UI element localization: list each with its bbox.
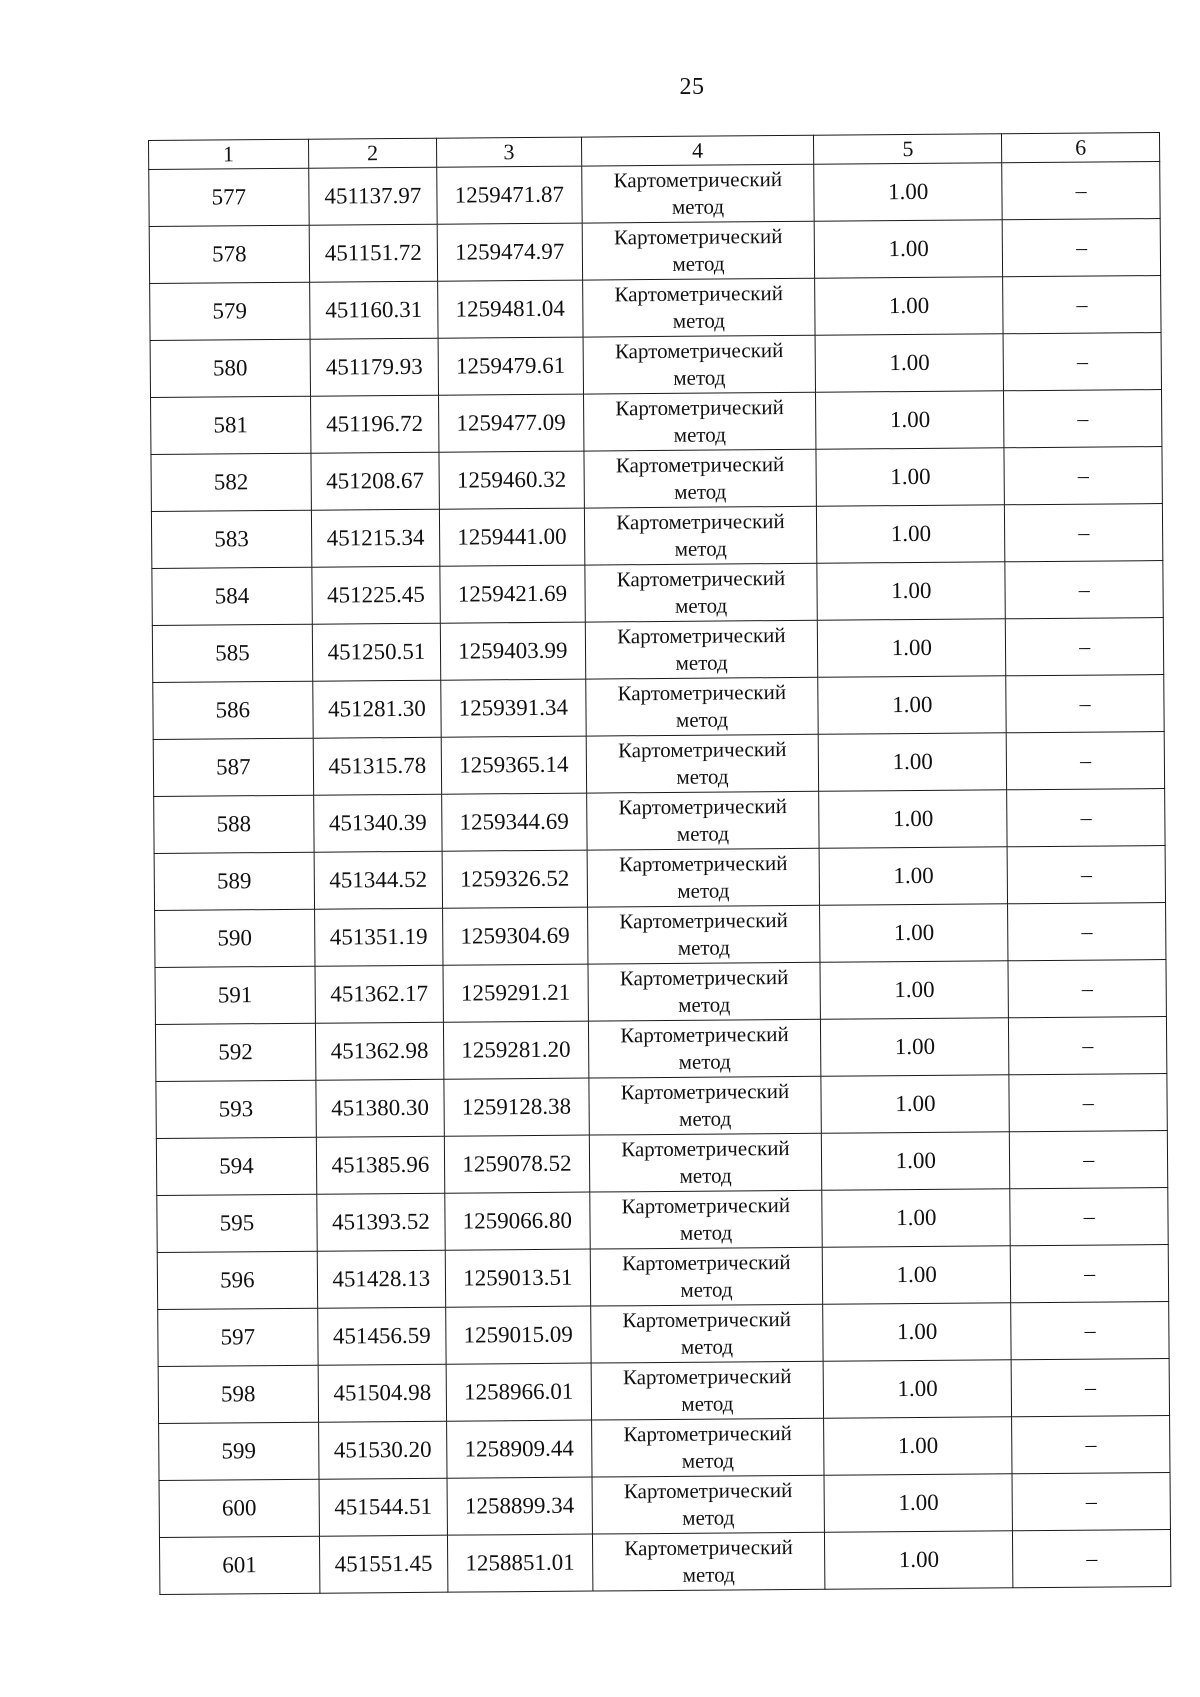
accuracy-cell: 1.00 [821, 1018, 1010, 1076]
point-number-cell: 590 [155, 909, 315, 967]
note-cell: – [1012, 1416, 1170, 1474]
note-cell: – [1003, 276, 1161, 334]
table-row [152, 561, 1163, 626]
table-row [151, 390, 1162, 455]
point-number-cell: 586 [153, 681, 313, 739]
table-row [158, 1359, 1169, 1424]
method-cell: Картометрический метод [589, 1190, 822, 1249]
y-coordinate-cell: 1259326.52 [442, 850, 587, 908]
note-cell: – [1004, 390, 1162, 448]
y-coordinate-cell: 1258899.34 [447, 1477, 592, 1535]
y-coordinate-cell: 1258966.01 [446, 1363, 591, 1421]
x-coordinate-cell: 451160.31 [309, 281, 438, 339]
method-cell: Картометрический метод [582, 278, 815, 337]
y-coordinate-cell: 1259481.04 [438, 280, 583, 338]
method-cell: Картометрический метод [586, 791, 819, 850]
accuracy-cell: 1.00 [816, 448, 1005, 506]
x-coordinate-cell: 451250.51 [312, 623, 441, 681]
table-row [157, 1245, 1168, 1310]
table-row [158, 1302, 1169, 1367]
x-coordinate-cell: 451544.51 [319, 1478, 448, 1536]
note-cell: – [1007, 789, 1165, 847]
y-coordinate-cell: 1259365.14 [441, 736, 586, 794]
point-number-cell: 601 [159, 1536, 319, 1594]
accuracy-cell: 1.00 [823, 1303, 1012, 1361]
y-coordinate-cell: 1259013.51 [445, 1249, 590, 1307]
method-cell: Картометрический метод [584, 449, 817, 508]
accuracy-cell: 1.00 [822, 1189, 1011, 1247]
accuracy-cell: 1.00 [822, 1132, 1011, 1190]
accuracy-cell: 1.00 [815, 277, 1004, 335]
y-coordinate-cell: 1259477.09 [439, 394, 584, 452]
note-cell: – [1005, 561, 1163, 619]
coordinates-table-container [148, 132, 1171, 1595]
method-cell: Картометрический метод [589, 1133, 822, 1192]
y-coordinate-cell: 1259344.69 [442, 793, 587, 851]
table-row [157, 1188, 1168, 1253]
note-cell: – [1006, 675, 1164, 733]
accuracy-cell: 1.00 [825, 1531, 1014, 1589]
point-number-cell: 588 [154, 795, 314, 853]
method-cell: Картометрический метод [590, 1304, 823, 1363]
point-number-cell: 599 [159, 1422, 319, 1480]
note-cell: – [1007, 732, 1165, 790]
column-header-5: 5 [814, 134, 1002, 164]
point-number-cell: 584 [152, 567, 312, 625]
x-coordinate-cell: 451196.72 [310, 395, 439, 453]
method-cell: Картометрический метод [584, 506, 817, 565]
y-coordinate-cell: 1259066.80 [445, 1192, 590, 1250]
accuracy-cell: 1.00 [820, 904, 1009, 962]
y-coordinate-cell: 1259128.38 [444, 1078, 589, 1136]
method-cell: Картометрический метод [584, 563, 817, 622]
note-cell: – [1011, 1245, 1169, 1303]
column-header-1: 1 [149, 139, 309, 169]
y-coordinate-cell: 1258851.01 [448, 1534, 593, 1592]
method-cell: Картометрический метод [591, 1361, 824, 1420]
point-number-cell: 581 [151, 396, 311, 454]
x-coordinate-cell: 451530.20 [318, 1421, 447, 1479]
accuracy-cell: 1.00 [824, 1417, 1013, 1475]
y-coordinate-cell: 1259391.34 [441, 679, 586, 737]
table-row [151, 447, 1162, 512]
point-number-cell: 587 [153, 738, 313, 796]
x-coordinate-cell: 451428.13 [317, 1250, 446, 1308]
table-row [153, 732, 1164, 797]
method-cell: Картометрический метод [592, 1475, 825, 1534]
accuracy-cell: 1.00 [818, 619, 1007, 677]
table-row [155, 1017, 1166, 1082]
accuracy-cell: 1.00 [819, 847, 1008, 905]
x-coordinate-cell: 451208.67 [311, 452, 440, 510]
accuracy-cell: 1.00 [817, 562, 1006, 620]
method-cell: Картометрический метод [581, 164, 814, 223]
point-number-cell: 580 [150, 339, 310, 397]
note-cell: – [1010, 1188, 1168, 1246]
table-row [153, 675, 1164, 740]
coordinates-table [148, 132, 1171, 1595]
point-number-cell: 583 [151, 510, 311, 568]
y-coordinate-cell: 1259441.00 [439, 508, 584, 566]
method-cell: Картометрический метод [588, 1019, 821, 1078]
y-coordinate-cell: 1259015.09 [446, 1306, 591, 1364]
x-coordinate-cell: 451362.98 [315, 1022, 444, 1080]
x-coordinate-cell: 451551.45 [319, 1535, 448, 1593]
note-cell: – [1002, 162, 1160, 220]
method-cell: Картометрический метод [586, 734, 819, 793]
x-coordinate-cell: 451393.52 [317, 1193, 446, 1251]
x-coordinate-cell: 451137.97 [309, 167, 438, 225]
table-row [149, 219, 1160, 284]
point-number-cell: 595 [157, 1194, 317, 1252]
note-cell: – [1008, 960, 1166, 1018]
method-cell: Картометрический метод [587, 848, 820, 907]
y-coordinate-cell: 1259460.32 [439, 451, 584, 509]
y-coordinate-cell: 1259471.87 [437, 166, 582, 224]
accuracy-cell: 1.00 [817, 505, 1006, 563]
point-number-cell: 597 [158, 1308, 318, 1366]
accuracy-cell: 1.00 [822, 1246, 1011, 1304]
note-cell: – [1009, 1017, 1167, 1075]
table-row [152, 618, 1163, 683]
note-cell: – [1008, 903, 1166, 961]
accuracy-cell: 1.00 [823, 1360, 1012, 1418]
point-number-cell: 596 [157, 1251, 317, 1309]
point-number-cell: 594 [156, 1137, 316, 1195]
y-coordinate-cell: 1259421.69 [440, 565, 585, 623]
point-number-cell: 593 [156, 1080, 316, 1138]
x-coordinate-cell: 451281.30 [313, 680, 442, 738]
y-coordinate-cell: 1259304.69 [443, 907, 588, 965]
note-cell: – [1012, 1473, 1170, 1531]
point-number-cell: 577 [149, 168, 309, 226]
note-cell: – [1002, 219, 1160, 277]
y-coordinate-cell: 1258909.44 [447, 1420, 592, 1478]
x-coordinate-cell: 451362.17 [315, 965, 444, 1023]
note-cell: – [1011, 1302, 1169, 1360]
note-cell: – [1004, 447, 1162, 505]
table-row [159, 1530, 1170, 1595]
table-row [149, 162, 1160, 227]
note-cell: – [1007, 846, 1165, 904]
y-coordinate-cell: 1259078.52 [444, 1135, 589, 1193]
point-number-cell: 579 [150, 282, 310, 340]
method-cell: Картометрический метод [583, 335, 816, 394]
x-coordinate-cell: 451504.98 [318, 1364, 447, 1422]
method-cell: Картометрический метод [589, 1076, 822, 1135]
point-number-cell: 582 [151, 453, 311, 511]
note-cell: – [1011, 1359, 1169, 1417]
accuracy-cell: 1.00 [816, 391, 1005, 449]
x-coordinate-cell: 451380.30 [316, 1079, 445, 1137]
method-cell: Картометрический метод [588, 962, 821, 1021]
column-header-4: 4 [581, 135, 814, 166]
method-cell: Картометрический метод [590, 1247, 823, 1306]
table-row [156, 1074, 1167, 1139]
note-cell: – [1010, 1131, 1168, 1189]
point-number-cell: 600 [159, 1479, 319, 1537]
table-row [159, 1473, 1170, 1538]
method-cell: Картометрический метод [592, 1532, 825, 1591]
y-coordinate-cell: 1259403.99 [440, 622, 585, 680]
note-cell: – [1013, 1530, 1171, 1588]
table-row [159, 1416, 1170, 1481]
x-coordinate-cell: 451315.78 [313, 737, 442, 795]
x-coordinate-cell: 451179.93 [310, 338, 439, 396]
table-row [150, 333, 1161, 398]
table-row [155, 960, 1166, 1025]
y-coordinate-cell: 1259281.20 [444, 1021, 589, 1079]
method-cell: Картометрический метод [585, 620, 818, 679]
page-number: 25 [679, 74, 705, 100]
table-row [150, 276, 1161, 341]
note-cell: – [1009, 1074, 1167, 1132]
note-cell: – [1006, 618, 1164, 676]
table-row [155, 903, 1166, 968]
point-number-cell: 591 [155, 966, 315, 1024]
method-cell: Картометрический метод [583, 392, 816, 451]
note-cell: – [1003, 333, 1161, 391]
x-coordinate-cell: 451456.59 [317, 1307, 446, 1365]
point-number-cell: 589 [154, 852, 314, 910]
table-row [156, 1131, 1167, 1196]
note-cell: – [1005, 504, 1163, 562]
column-header-6: 6 [1002, 133, 1160, 163]
accuracy-cell: 1.00 [820, 961, 1009, 1019]
accuracy-cell: 1.00 [815, 334, 1004, 392]
x-coordinate-cell: 451351.19 [314, 908, 443, 966]
accuracy-cell: 1.00 [814, 163, 1003, 221]
point-number-cell: 598 [158, 1365, 318, 1423]
accuracy-cell: 1.00 [819, 790, 1008, 848]
method-cell: Картометрический метод [585, 677, 818, 736]
accuracy-cell: 1.00 [821, 1075, 1010, 1133]
table-body [149, 162, 1171, 1595]
x-coordinate-cell: 451344.52 [314, 851, 443, 909]
accuracy-cell: 1.00 [818, 676, 1007, 734]
x-coordinate-cell: 451340.39 [313, 794, 442, 852]
table-row [154, 846, 1165, 911]
x-coordinate-cell: 451385.96 [316, 1136, 445, 1194]
method-cell: Картометрический метод [587, 905, 820, 964]
point-number-cell: 592 [155, 1023, 315, 1081]
accuracy-cell: 1.00 [814, 220, 1003, 278]
accuracy-cell: 1.00 [824, 1474, 1013, 1532]
y-coordinate-cell: 1259479.61 [438, 337, 583, 395]
table-row [154, 789, 1165, 854]
y-coordinate-cell: 1259474.97 [437, 223, 582, 281]
column-header-2: 2 [308, 138, 436, 168]
method-cell: Картометрический метод [591, 1418, 824, 1477]
table-row [151, 504, 1162, 569]
x-coordinate-cell: 451215.34 [311, 509, 440, 567]
point-number-cell: 585 [152, 624, 312, 682]
accuracy-cell: 1.00 [818, 733, 1007, 791]
y-coordinate-cell: 1259291.21 [443, 964, 588, 1022]
point-number-cell: 578 [149, 225, 309, 283]
x-coordinate-cell: 451151.72 [309, 224, 438, 282]
column-header-3: 3 [437, 137, 582, 167]
method-cell: Картометрический метод [582, 221, 815, 280]
x-coordinate-cell: 451225.45 [312, 566, 441, 624]
